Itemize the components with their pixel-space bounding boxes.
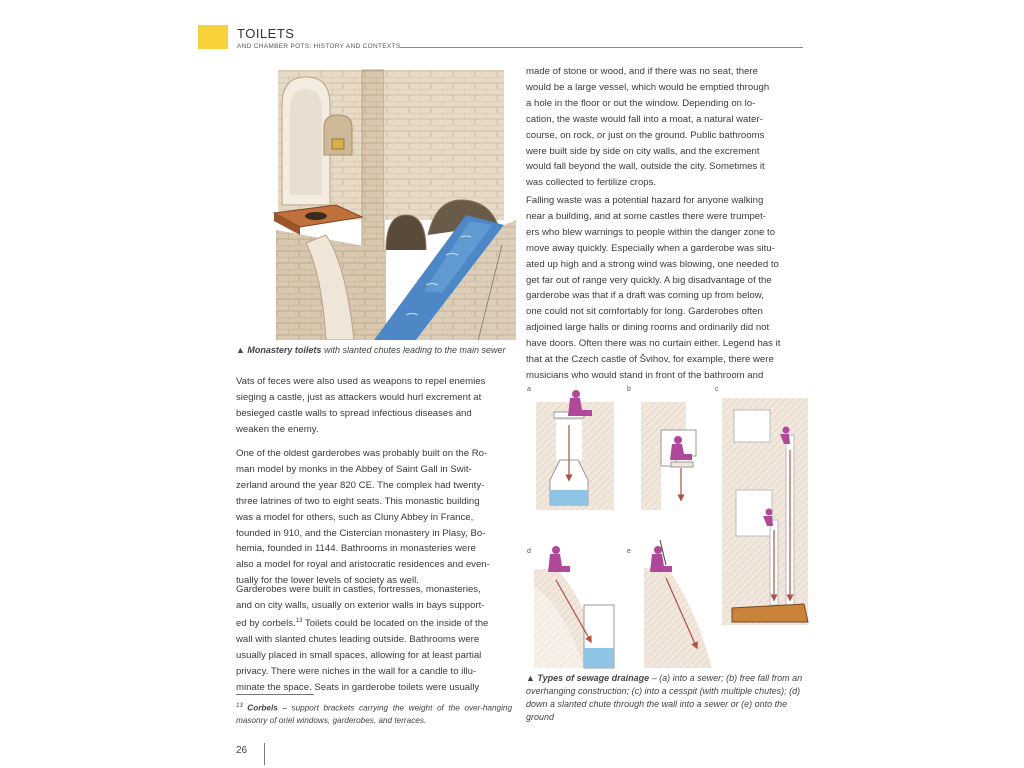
text-line: was collected to fertilize crops. xyxy=(526,177,657,189)
left-paragraph-3 xyxy=(236,582,512,696)
footnote-number: 13 xyxy=(236,703,243,709)
text-line: weaken the enemy. xyxy=(236,423,319,435)
diagram-label-b: b xyxy=(627,386,631,393)
text-line: move away quickly. Especially when a garderobe was situ- xyxy=(526,242,775,254)
page-number-rule xyxy=(264,743,265,765)
text-line: hemia, founded in 1144. Bathrooms in monasteries were xyxy=(236,543,476,555)
text-line: was a model for others, such as Cluny Abbey in France, xyxy=(236,511,474,523)
text-line: were built side by side on city walls, and the excrement xyxy=(526,145,760,157)
text-line: have doors. Often there was no curtain either. Legend has it xyxy=(526,338,781,350)
figure1-caption xyxy=(236,344,512,357)
diagram-d-chute-to-sewer xyxy=(534,546,614,668)
diagram-label-c: c xyxy=(715,386,719,393)
footnote-text: – support brackets carrying the weight of the over-hanging masonry of oriel windows, garderobes, and terraces. xyxy=(236,703,512,726)
sitting-figure-icon xyxy=(548,546,570,572)
text-line: zerland around the year 820 CE. The complex had twenty- xyxy=(236,479,485,491)
footnote-term: Corbels xyxy=(247,703,278,713)
sitting-figure-icon xyxy=(650,546,672,572)
text-line: garderobe was that if a draft was coming up from below, xyxy=(526,290,764,302)
diagram-c-cesspit xyxy=(722,398,808,625)
text-line: usually placed in small spaces, allowing for at least partial xyxy=(236,649,482,661)
text-segment: ed by corbels. xyxy=(236,618,296,629)
diagram-a-into-sewer xyxy=(536,390,614,510)
footnote-rule xyxy=(236,694,314,695)
diagram-label-e: e xyxy=(627,548,631,555)
right-paragraph-2 xyxy=(526,193,803,384)
figure2-caption-text: – (a) into a sewer; (b) free fall from an overhanging construction; (c) into a cesspit (with multiple chutes); (d) down a slanted chute through the wall into a sewer or (e) onto the ground xyxy=(526,673,803,722)
text-line: a hole in the floor or out the window. Depending on lo- xyxy=(526,97,756,109)
text-line: wall with slanted chutes leading outside. Bathrooms were xyxy=(236,633,480,645)
left-paragraph-2 xyxy=(236,446,512,589)
text-line: Garderobes were built in castles, fortresses, monasteries, xyxy=(236,584,481,595)
text-line: one could not sit comfortably for long. Garderobes often xyxy=(526,306,763,318)
right-paragraph-1 xyxy=(526,64,803,191)
text-line: founded in 910, and the Cistercian monastery in Plasy, Bo- xyxy=(236,527,486,539)
page-number: 26 xyxy=(236,745,248,756)
diagram-e-chute-to-ground xyxy=(644,540,712,668)
text-line: would fall beyond the wall, outside the city. Sometimes it xyxy=(526,161,765,173)
figure1-caption-bold: ▲ Monastery toilets xyxy=(236,345,322,355)
footnote-ref: 13 xyxy=(295,617,303,624)
text-line: privacy. There were niches in the wall for a candle to illu- xyxy=(236,665,477,677)
text-line: and on city walls, usually on exterior walls in bays support- xyxy=(236,599,485,611)
text-line: also a model for royal and aristocratic residences and even- xyxy=(236,559,490,571)
monastery-toilet-illustration xyxy=(266,65,516,340)
text-line: besieged castle walls to spread infectious diseases and xyxy=(236,407,472,419)
text-line: get far out of range very quickly. A big disadvantage of the xyxy=(526,274,772,286)
diagram-label-a: a xyxy=(527,386,531,393)
text-line: course, on rock, or just on the ground. Public bathrooms xyxy=(526,129,765,141)
text-segment: Toilets could be located on the inside of the xyxy=(302,618,489,629)
text-line: One of the oldest garderobes was probably built on the Ro- xyxy=(236,448,488,459)
text-line: ated up high and a strong wind was blowing, one needed to xyxy=(526,258,779,270)
text-line: near a building, and at some castles there were trumpet- xyxy=(526,210,766,222)
diagram-label-d: d xyxy=(527,548,531,555)
figure2-caption-bold: ▲ Types of sewage drainage xyxy=(526,673,650,683)
text-line: three latrines of two to eight seats. This monastic building xyxy=(236,495,480,507)
text-line-with-footnote-ref xyxy=(236,614,512,632)
text-line: man model by monks in the Abbey of Saint Gall in Swit- xyxy=(236,463,472,475)
text-line: cation, the waste would fall into a moat, a natural water- xyxy=(526,113,763,125)
running-subtitle: AND CHAMBER POTS: HISTORY AND CONTEXTS xyxy=(237,43,401,50)
text-line: ers who blew warnings to people within the danger zone to xyxy=(526,226,776,238)
text-line: minate the space. Seats in garderobe toilets were usually xyxy=(236,681,480,693)
figure2-caption xyxy=(526,672,806,724)
diagram-b-free-fall xyxy=(641,402,696,510)
header-rule xyxy=(400,47,803,48)
text-line: that at the Czech castle of Švihov, for example, there were xyxy=(526,354,774,366)
text-line: made of stone or wood, and if there was no seat, there xyxy=(526,66,758,77)
text-line: Falling waste was a potential hazard for anyone walking xyxy=(526,195,764,206)
footnote xyxy=(236,700,512,728)
figure1-caption-text: with slanted chutes leading to the main sewer xyxy=(323,345,506,355)
left-paragraph-1 xyxy=(236,374,512,438)
header-accent-square xyxy=(198,25,228,49)
text-line: would be a large vessel, which would be emptied through xyxy=(526,81,770,93)
running-title: TOILETS xyxy=(237,26,295,41)
text-line: Vats of feces were also used as weapons to repel enemies xyxy=(236,376,486,387)
text-line: tually for the lower levels of society as well. xyxy=(236,575,419,587)
sewage-drainage-diagrams xyxy=(526,390,816,670)
text-line: musicians who would stand in front of the bathroom and xyxy=(526,369,764,381)
text-line: sieging a castle, just as attackers would hurl excrement at xyxy=(236,391,482,403)
text-line: adjoined large halls or dining rooms and ordinarily did not xyxy=(526,322,770,334)
